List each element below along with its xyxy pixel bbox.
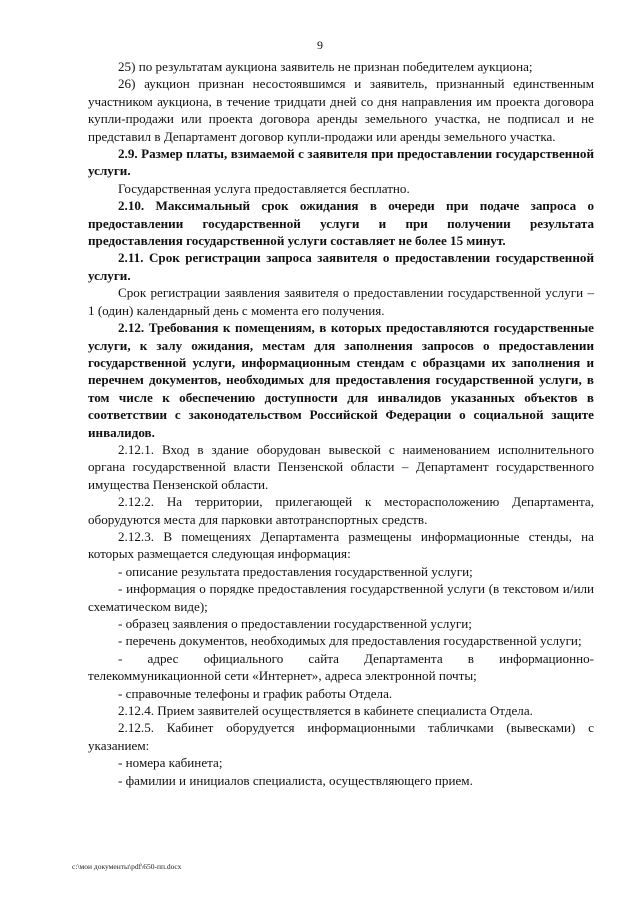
paragraph: Срок регистрации заявления заявителя о предоставлении государственной услуги – 1 (один) календарный день с момента его получения. xyxy=(88,285,594,318)
paragraph: 2.12.2. На территории, прилегающей к месторасположению Департамента, оборудуются места для парковки автотранспортных средств. xyxy=(88,494,594,527)
list-item: - справочные телефоны и график работы Отдела. xyxy=(118,685,393,701)
list-item: - фамилии и инициалов специалиста, осуществляющего прием. xyxy=(118,772,473,788)
section-heading: 2.11. Срок регистрации запроса заявителя о предоставлении государственной услуги. xyxy=(88,250,594,283)
paragraph: 2.12.3. В помещениях Департамента размещены информационные стенды, на которых размещается следующая информация: xyxy=(88,528,594,562)
paragraph: 2.12.4. Прием заявителей осуществляется в кабинете специалиста Отдела. xyxy=(118,703,533,719)
list-item: - адрес официального сайта Департамента в информационно-телекоммуникационной сети «Интернет», адреса электронной почты; xyxy=(88,650,594,684)
paragraph: 2.12.1. Вход в здание оборудован вывеской с наименованием исполнительного органа государственной власти Пензенской области – Департамент государственного имущества Пензенской области. xyxy=(88,441,594,492)
page-number: 9 xyxy=(317,38,323,52)
list-item: - номера кабинета; xyxy=(118,755,223,771)
paragraph: 26) аукцион признан несостоявшимся и заявитель, признанный единственным участником аукциона, в течение тридцати дней со дня направления им проекта договора купли-продажи или проекта договора аренды земельного участка, не подписал и не представил в Департамент договор купли-продажи или аренды земельного участка. xyxy=(88,76,594,144)
section-heading: 2.10. Максимальный срок ожидания в очереди при подаче запроса о предоставлении государственной услуги и при получении результата предоставления государственной услуги составляет не более 15 минут. xyxy=(88,198,594,249)
paragraph: 2.12.5. Кабинет оборудуется информационными табличками (вывесками) с указанием: xyxy=(88,720,594,753)
section-heading: 2.12. Требования к помещениям, в которых предоставляются государственные услуги, к залу ожидания, местам для заполнения запросов о предоставлении государственной услуги, информационным стендам с образцами их заполнения и перечнем документов, необходимых для предоставления государственной услуги, в том числе к обеспечению доступности для инвалидов указанных объектов в соответствии с законодательством Российской Федерации о социальной защите инвалидов. xyxy=(88,320,594,440)
list-item: - описание результата предоставления государственной услуги; xyxy=(118,563,473,579)
paragraph: Государственная услуга предоставляется бесплатно. xyxy=(118,180,410,196)
section-heading: 2.9. Размер платы, взимаемой с заявителя при предоставлении государственной услуги. xyxy=(88,146,594,179)
list-item: - информация о порядке предоставления государственной услуги (в текстовом и/или схематическом виде); xyxy=(88,581,594,614)
document-body xyxy=(88,58,594,789)
paragraph: 25) по результатам аукциона заявитель не признан победителем аукциона; xyxy=(118,59,533,74)
file-path-footer: c:\мои документы\pdf\650-пп.docx xyxy=(72,862,182,871)
list-item: - перечень документов, необходимых для предоставления государственной услуги; xyxy=(118,633,582,649)
list-item: - образец заявления о предоставлении государственной услуги; xyxy=(118,616,472,631)
